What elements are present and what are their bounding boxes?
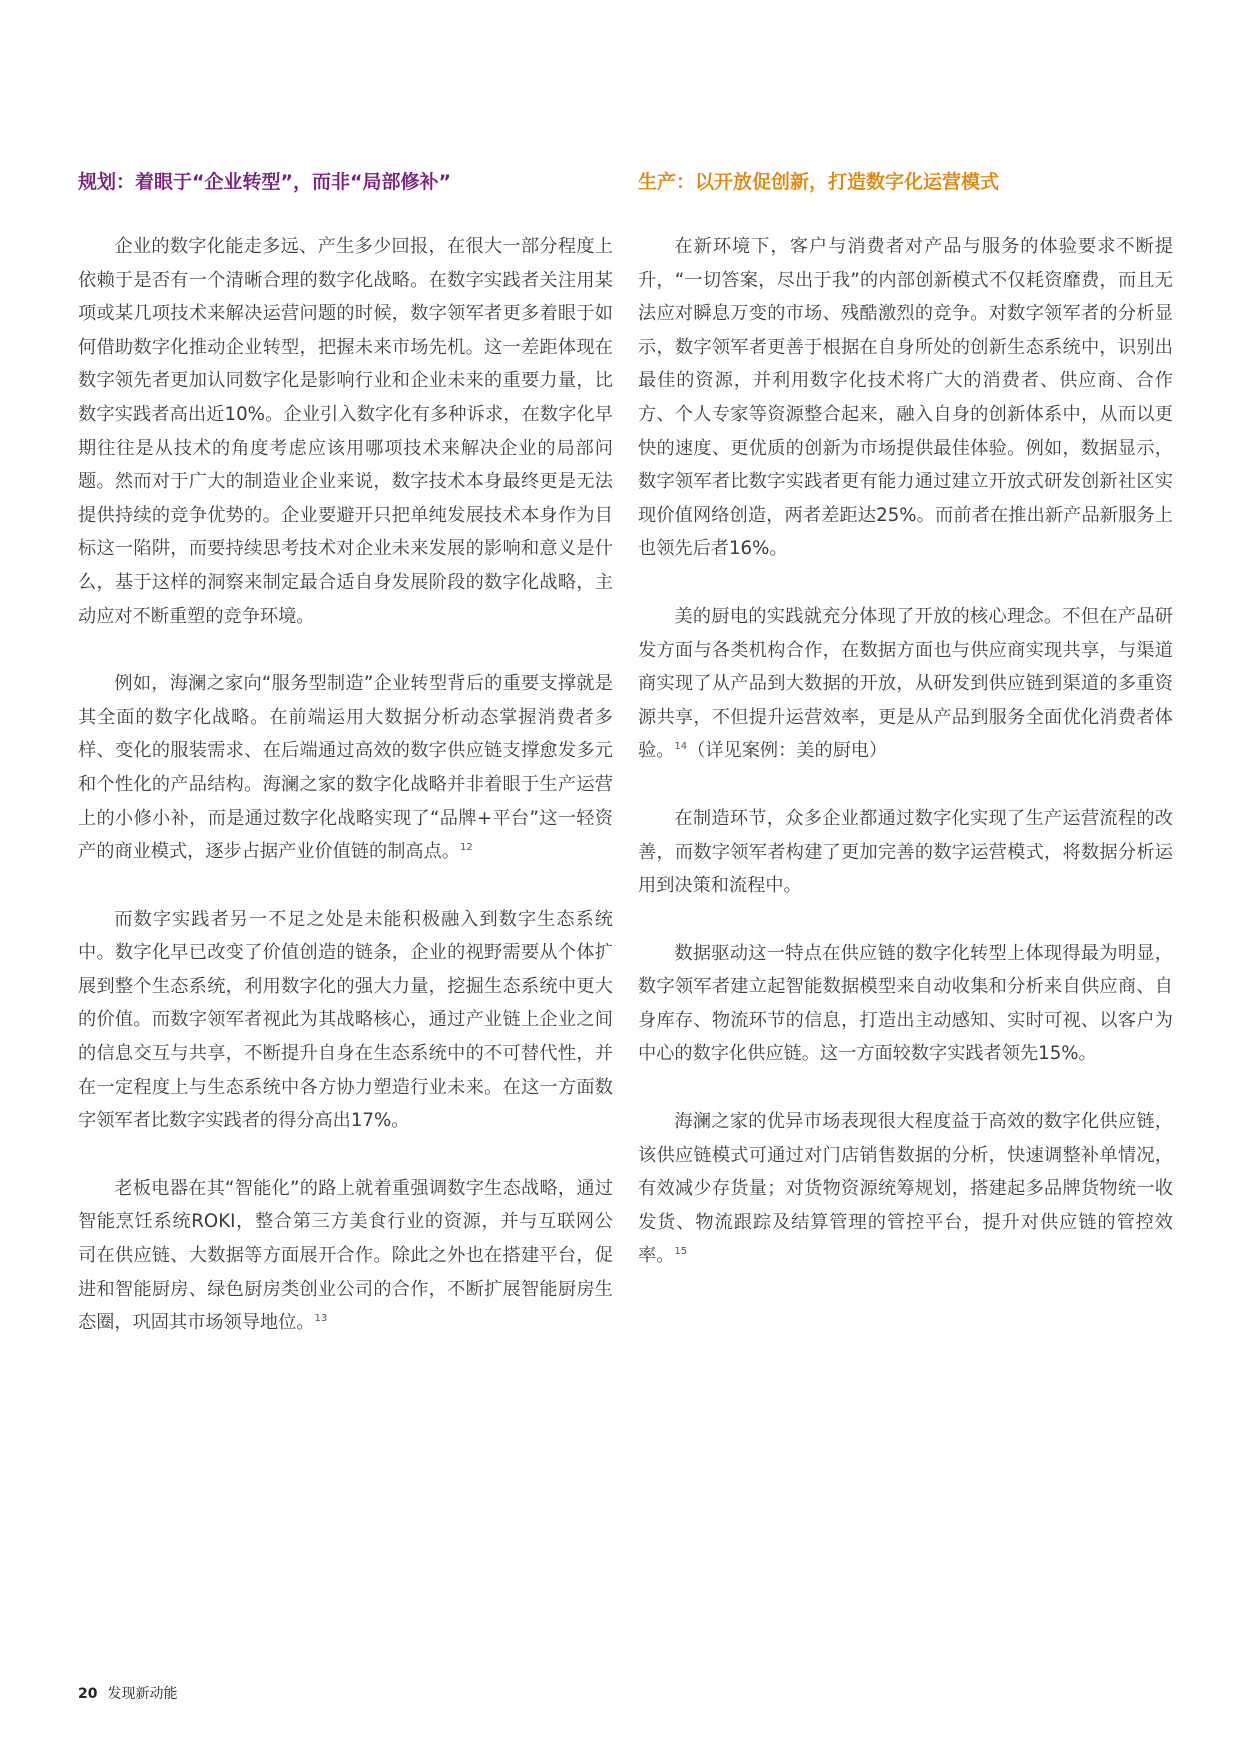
page-footer	[78, 1683, 177, 1703]
footnote-ref: 14	[674, 741, 688, 753]
page-number: 20	[78, 1686, 98, 1702]
body-paragraph: 企业的数字化能走多远、产生多少回报，在很大一部分程度上依赖于是否有一个清晰合理的数字化战略。在数字实践者关注用某项或某几项技术来解决运营问题的时候，数字领军者更多着眼于如何借助数字化推动企业转型，把握未来市场先机。这一差距体现在数字领先者更加认同数字化是影响行业和企业未来的重要力量，比数字实践者高出近10%。企业引入数字化有多种诉求，在数字化早期往往是从技术的角度考虑应该用哪项技术来解决企业的局部问题。然而对于广大的制造业企业来说，数字技术本身最终更是无法提供持续的竞争优势的。企业要避开只把单纯发展技术本身作为目标这一陷阱，而要持续思考技术对企业未来发展的影响和意义是什么，基于这样的洞察来制定最合适自身发展阶段的数字化战略，主动应对不断重塑的竞争环境。	[78, 236, 613, 627]
footnote-ref: 12	[459, 842, 473, 854]
case-reference: （详见案例：美的厨电）	[687, 740, 888, 762]
body-paragraph: 在新环境下，客户与消费者对产品与服务的体验要求不断提升，“一切答案，尽出于我”的内部创新模式不仅耗资靡费，而且无法应对瞬息万变的市场、残酷激烈的竞争。对数字领军者的分析显示，数字领军者更善于根据在自身所处的创新生态系统中，识别出最佳的资源，并利用数字化技术将广大的消费者、供应商、合作方、个人专家等资源整合起来，融入自身的创新体系中，从而以更快的速度、更优质的创新为市场提供最佳体验。例如，数据显示，数字领军者比数字实践者更有能力通过建立开放式研发创新社区实现价值网络创造，两者差距达25%。而前者在推出新产品新服务上也领先后者16%。	[638, 236, 1173, 560]
left-column	[78, 168, 613, 1374]
body-paragraph: 老板电器在其“智能化”的路上就着重强调数字生态战略，通过智能烹饪系统ROKI，整合第三方美食行业的资源，并与互联网公司在供应链、大数据等方面展开合作。除此之外也在搭建平台，促进和智能厨房、绿色厨房类创业公司的合作，不断扩展智能厨房生态圈，巩固其市场领导地位。$^{13}$	[78, 1177, 613, 1334]
right-column	[638, 168, 1173, 1307]
publication-title: 发现新动能	[107, 1686, 178, 1702]
body-paragraph: 数据驱动这一特点在供应链的数字化转型上体现得最为明显，数字领军者建立起智能数据模型来自动收集和分析来自供应商、自身库存、物流环节的信息，打造出主动感知、实时可视、以客户为中心的数字化供应链。这一方面较数字实践者领先15%。	[638, 942, 1173, 1065]
section-heading-planning: 规划：着眼于“企业转型”，而非“局部修补”	[78, 171, 451, 193]
body-paragraph: 而数字实践者另一不足之处是未能积极融入到数字生态系统中。数字化早已改变了价值创造的链条，企业的视野需要从个体扩展到整个生态系统，利用数字化的强大力量，挖掘生态系统中更大的价值。而数字领军者视此为其战略核心，通过产业链上企业之间的信息交互与共享，不断提升自身在生态系统中的不可替代性，并在一定程度上与生态系统中各方协力塑造行业未来。在这一方面数字领军者比数字实践者的得分高出17%。	[78, 908, 613, 1132]
body-paragraph: 美的厨电的实践就充分体现了开放的核心理念。不但在产品研发方面与各类机构合作，在数据方面也与供应商实现共享，与渠道商实现了从产品到大数据的开放，从研发到供应链到渠道的多重资源共享，不但提升运营效率，更是从产品到服务全面优化消费者体验。$^{14}$（详见案例：美的厨电）	[638, 605, 1173, 762]
body-paragraph: 在制造环节，众多企业都通过数字化实现了生产运营流程的改善，而数字领军者构建了更加完善的数字运营模式，将数据分析运用到决策和流程中。	[638, 807, 1173, 897]
body-paragraph: 海澜之家的优异市场表现很大程度益于高效的数字化供应链，该供应链模式可通过对门店销售数据的分析，快速调整补单情况，有效减少存货量；对货物资源统筹规划，搭建起多品牌货物统一收发货、物流跟踪及结算管理的管控平台，提升对供应链的管控效率。$^{15}$	[638, 1111, 1173, 1267]
section-heading-production: 生产：以开放促创新，打造数字化运营模式	[638, 171, 1000, 193]
footnote-ref: 15	[674, 1246, 688, 1258]
body-paragraph: 例如，海澜之家向“服务型制造”企业转型背后的重要支撑就是其全面的数字化战略。在前端运用大数据分析动态掌握消费者多样、变化的服装需求、在后端通过高效的数字供应链支撑愈发多元和个性化的产品结构。海澜之家的数字化战略并非着眼于生产运营上的小修小补，而是通过数字化战略实现了“品牌+平台”这一轻资产的商业模式，逐步占据产业价值链的制高点。$^{12}$	[78, 673, 613, 863]
footnote-ref: 13	[314, 1313, 328, 1325]
